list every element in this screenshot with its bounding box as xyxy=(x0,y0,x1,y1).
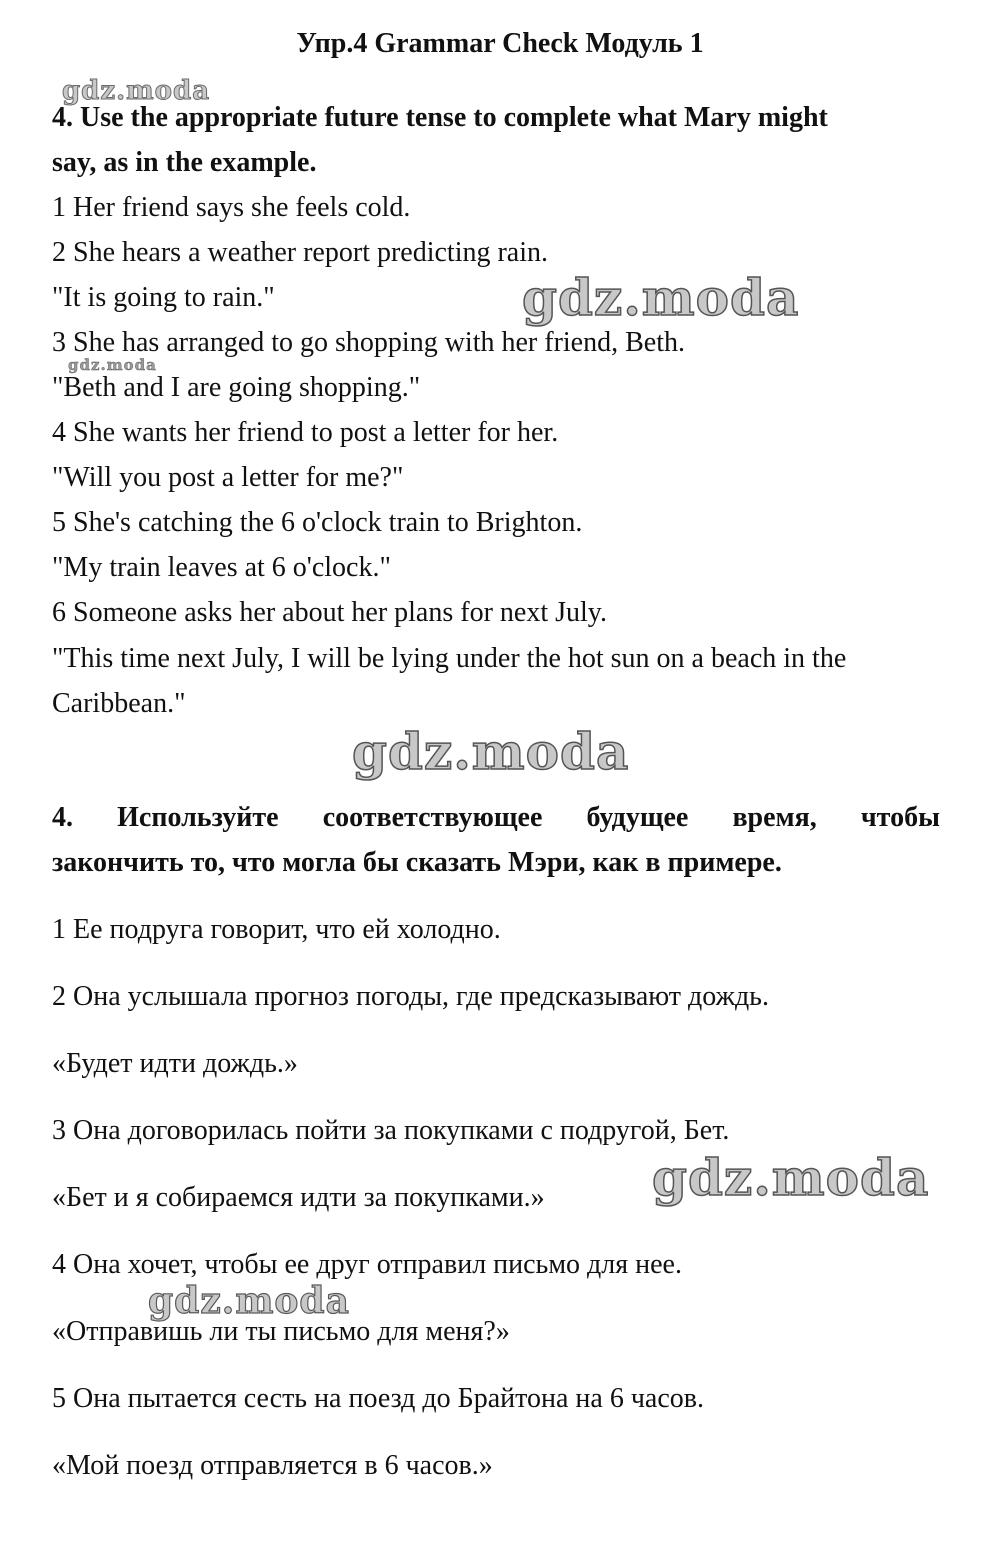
russian-task-heading xyxy=(52,800,940,836)
russian-line: «Бет и я собираемся идти за покупками.» xyxy=(52,1182,545,1213)
russian-line: «Мой поезд отправляется в 6 часов.» xyxy=(52,1450,493,1481)
watermark-logo: gdz.moda xyxy=(68,356,157,374)
english-line: 6 Someone asks her about her plans for next July. xyxy=(52,597,607,628)
russian-line: «Отправишь ли ты письмо для меня?» xyxy=(52,1316,510,1347)
english-line: 4 She wants her friend to post a letter for her. xyxy=(52,417,559,448)
english-line: 3 She has arranged to go shopping with her friend, Beth. xyxy=(52,327,685,358)
heading-word: время, xyxy=(732,802,817,833)
english-task-heading-cont: say, as in the example. xyxy=(52,147,317,178)
english-line: "Will you post a letter for me?" xyxy=(52,462,404,493)
russian-line: 3 Она договорилась пойти за покупками с подругой, Бет. xyxy=(52,1115,730,1146)
heading-word: Используйте xyxy=(117,802,279,833)
watermark-logo: gdz.moda xyxy=(652,1148,930,1207)
watermark-logo: gdz.moda xyxy=(148,1280,350,1322)
page-title: Упр.4 Grammar Check Модуль 1 xyxy=(296,28,704,59)
heading-word: будущее xyxy=(586,802,689,833)
english-line: Caribbean." xyxy=(52,688,186,719)
english-line: "It is going to rain." xyxy=(52,282,275,313)
english-line: "Beth and I are going shopping." xyxy=(52,372,421,403)
watermark-logo: gdz.moda xyxy=(352,722,630,781)
russian-line: 1 Ее подруга говорит, что ей холодно. xyxy=(52,914,501,945)
english-line: 1 Her friend says she feels cold. xyxy=(52,192,411,223)
english-task-heading: 4. Use the appropriate future tense to complete what Mary might xyxy=(52,102,828,133)
english-line: 2 She hears a weather report predicting rain. xyxy=(52,237,549,268)
english-line: "This time next July, I will be lying under the hot sun on a beach in the xyxy=(52,643,847,674)
russian-task-heading-cont: закончить то, что могла бы сказать Мэри, как в примере. xyxy=(52,847,782,878)
english-line: "My train leaves at 6 o'clock." xyxy=(52,552,391,583)
heading-word: соответствующее xyxy=(322,802,543,833)
heading-word: 4. xyxy=(52,802,73,833)
russian-line: «Будет идти дождь.» xyxy=(52,1048,298,1079)
russian-line: 5 Она пытается сесть на поезд до Брайтона на 6 часов. xyxy=(52,1383,704,1414)
watermark-logo: gdz.moda xyxy=(62,76,211,106)
russian-line: 4 Она хочет, чтобы ее друг отправил письмо для нее. xyxy=(52,1249,682,1280)
heading-word: чтобы xyxy=(860,802,940,833)
english-line: 5 She's catching the 6 o'clock train to Brighton. xyxy=(52,507,583,538)
russian-line: 2 Она услышала прогноз погоды, где предсказывают дождь. xyxy=(52,981,769,1012)
watermark-logo: gdz.moda xyxy=(522,268,800,327)
